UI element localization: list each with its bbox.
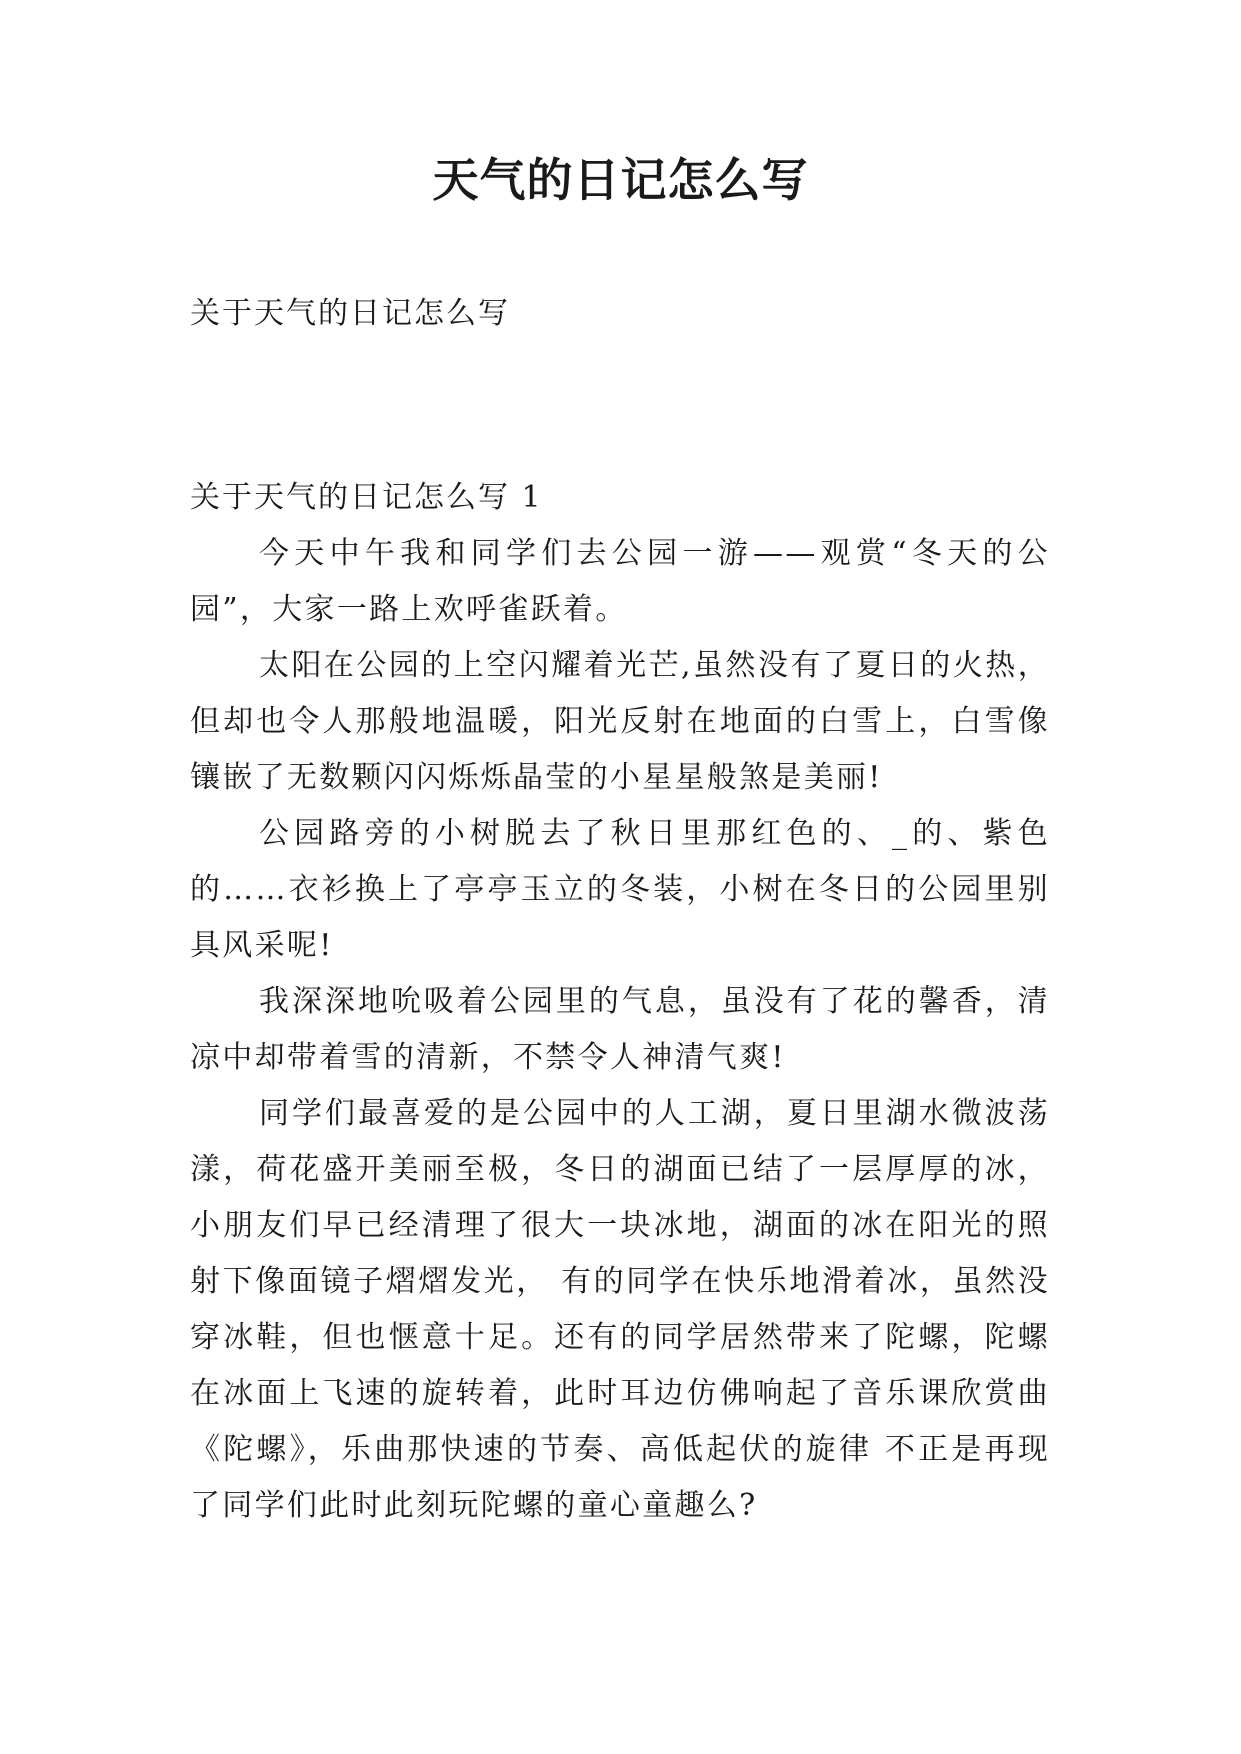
article-body — [190, 470, 1050, 1534]
paragraph-2: 太阳在公园的上空闪耀着光芒,虽然没有了夏日的火热，但却也令人那般地温暖，阳光反射在地面的白雪上，白雪像镶嵌了无数颗闪闪烁烁晶莹的小星星般煞是美丽! — [190, 648, 1050, 795]
section-heading: 关于天气的日记怎么写 1 — [190, 480, 543, 515]
paragraph-3: 公园路旁的小树脱去了秋日里那红色的、_的、紫色的……衣衫换上了亭亭玉立的冬装，小树在冬日的公园里别具风采呢! — [190, 816, 1050, 963]
paragraph-1: 今天中午我和同学们去公园一游——观赏“冬天的公园”，大家一路上欢呼雀跃着。 — [190, 536, 1050, 627]
paragraph-5: 同学们最喜爱的是公园中的人工湖，夏日里湖水微波荡漾，荷花盛开美丽至极，冬日的湖面已结了一层厚厚的冰，小朋友们早已经清理了很大一块冰地，湖面的冰在阳光的照射下像面镜子熠熠发光， 有的同学在快乐地滑着冰，虽然没穿冰鞋，但也惬意十足。还有的同学居然带来了陀螺，陀螺在冰面上飞速的旋转着，此时耳边仿佛响起了音乐课欣赏曲《陀螺》，乐曲那快速的节奏、高低起伏的旋律 不正是再现了同学们此时此刻玩陀螺的童心童趣么? — [190, 1096, 1050, 1523]
document-title: 天气的日记怎么写 — [432, 153, 809, 207]
paragraph-4: 我深深地吮吸着公园里的气息，虽没有了花的馨香，清凉中却带着雪的清新，不禁令人神清气爽! — [190, 984, 1050, 1075]
document-subtitle: 关于天气的日记怎么写 — [190, 296, 510, 331]
